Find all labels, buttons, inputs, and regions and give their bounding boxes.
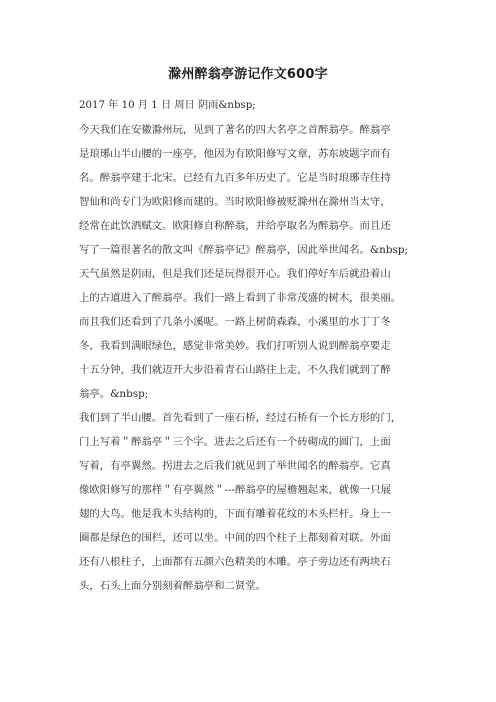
text-line: 圈都是绿色的围栏，还可以坐。中间的四个柱子上都刻着对联。外面: [79, 532, 391, 544]
text-line: 门上写着＂醉翁亭＂三个字。进去之后还有一个砖砌成的圆门，上面: [79, 436, 391, 448]
text-line: 像欧阳修写的那样＂有亭翼然＂---醉翁亭的屋檐翘起来，就像一只展: [79, 484, 391, 496]
text-line: 冬，我看到满眼绿色，感觉非常美妙。我们打听别人说到醉翁亭要走: [79, 340, 391, 352]
text-line: 而且我们还看到了几条小溪呢。一路上树荫森森，小溪里的水丁丁冬: [79, 316, 391, 328]
text-line: 头，石头上面分别刻着醉翁亭和二贤堂。: [79, 580, 267, 592]
text-line: 天气虽然是阴雨，但是我们还是玩得很开心。我们停好车后就沿着山: [79, 268, 391, 280]
text-line: 写了一篇很著名的散文叫《醉翁亭记》醉翁亭，因此举世闻名。&nbsp;: [79, 244, 409, 256]
text-line: 经常在此饮酒赋文。欧阳修自称醉翁，并给亭取名为醉翁亭。而且还: [79, 220, 391, 232]
text-line: 十五分钟，我们就迈开大步沿着青石山路往上走，不久我们就到了醉: [79, 364, 391, 376]
text-line: 今天我们在安徽滁州玩，见到了著名的四大名亭之首醉翁亭。醉翁亭: [79, 124, 391, 136]
text-line: 写着，有亭翼然。拐进去之后我们就见到了举世闻名的醉翁亭。它真: [79, 460, 391, 472]
text-line: 翁亭。&nbsp;: [79, 388, 149, 400]
text-line: 名。醉翁亭建于北宋。已经有九百多年历史了。它是当时琅琊寺住持: [79, 172, 391, 184]
text-line: 智仙和尚专门为欧阳修而建的。当时欧阳修被贬滁州在滁州当太守，: [79, 196, 391, 208]
text-line: 还有八根柱子，上面都有五颜六色精美的木雕。亭子旁边还有两块石: [79, 556, 391, 568]
text-line: 上的古道进入了醉翁亭。我们一路上看到了非常茂盛的树木，很美丽。: [79, 292, 402, 304]
text-line: 翅的大鸟。他是我木头结构的，下面有雕着花纹的木头栏杆。身上一: [79, 508, 391, 520]
document-body: [79, 94, 423, 598]
document-title: 滁州醉翁亭游记作文600字: [168, 67, 328, 82]
date-line: 2017 年 10 月 1 日 周日 阴雨&nbsp;: [79, 100, 256, 111]
text-line: 是琅琊山半山腰的一座亭，他因为有欧阳修写文章，苏东坡题字而有: [79, 148, 391, 160]
text-line: 我们到了半山腰。首先看到了一座石桥，经过石桥有一个长方形的门，: [79, 412, 402, 424]
